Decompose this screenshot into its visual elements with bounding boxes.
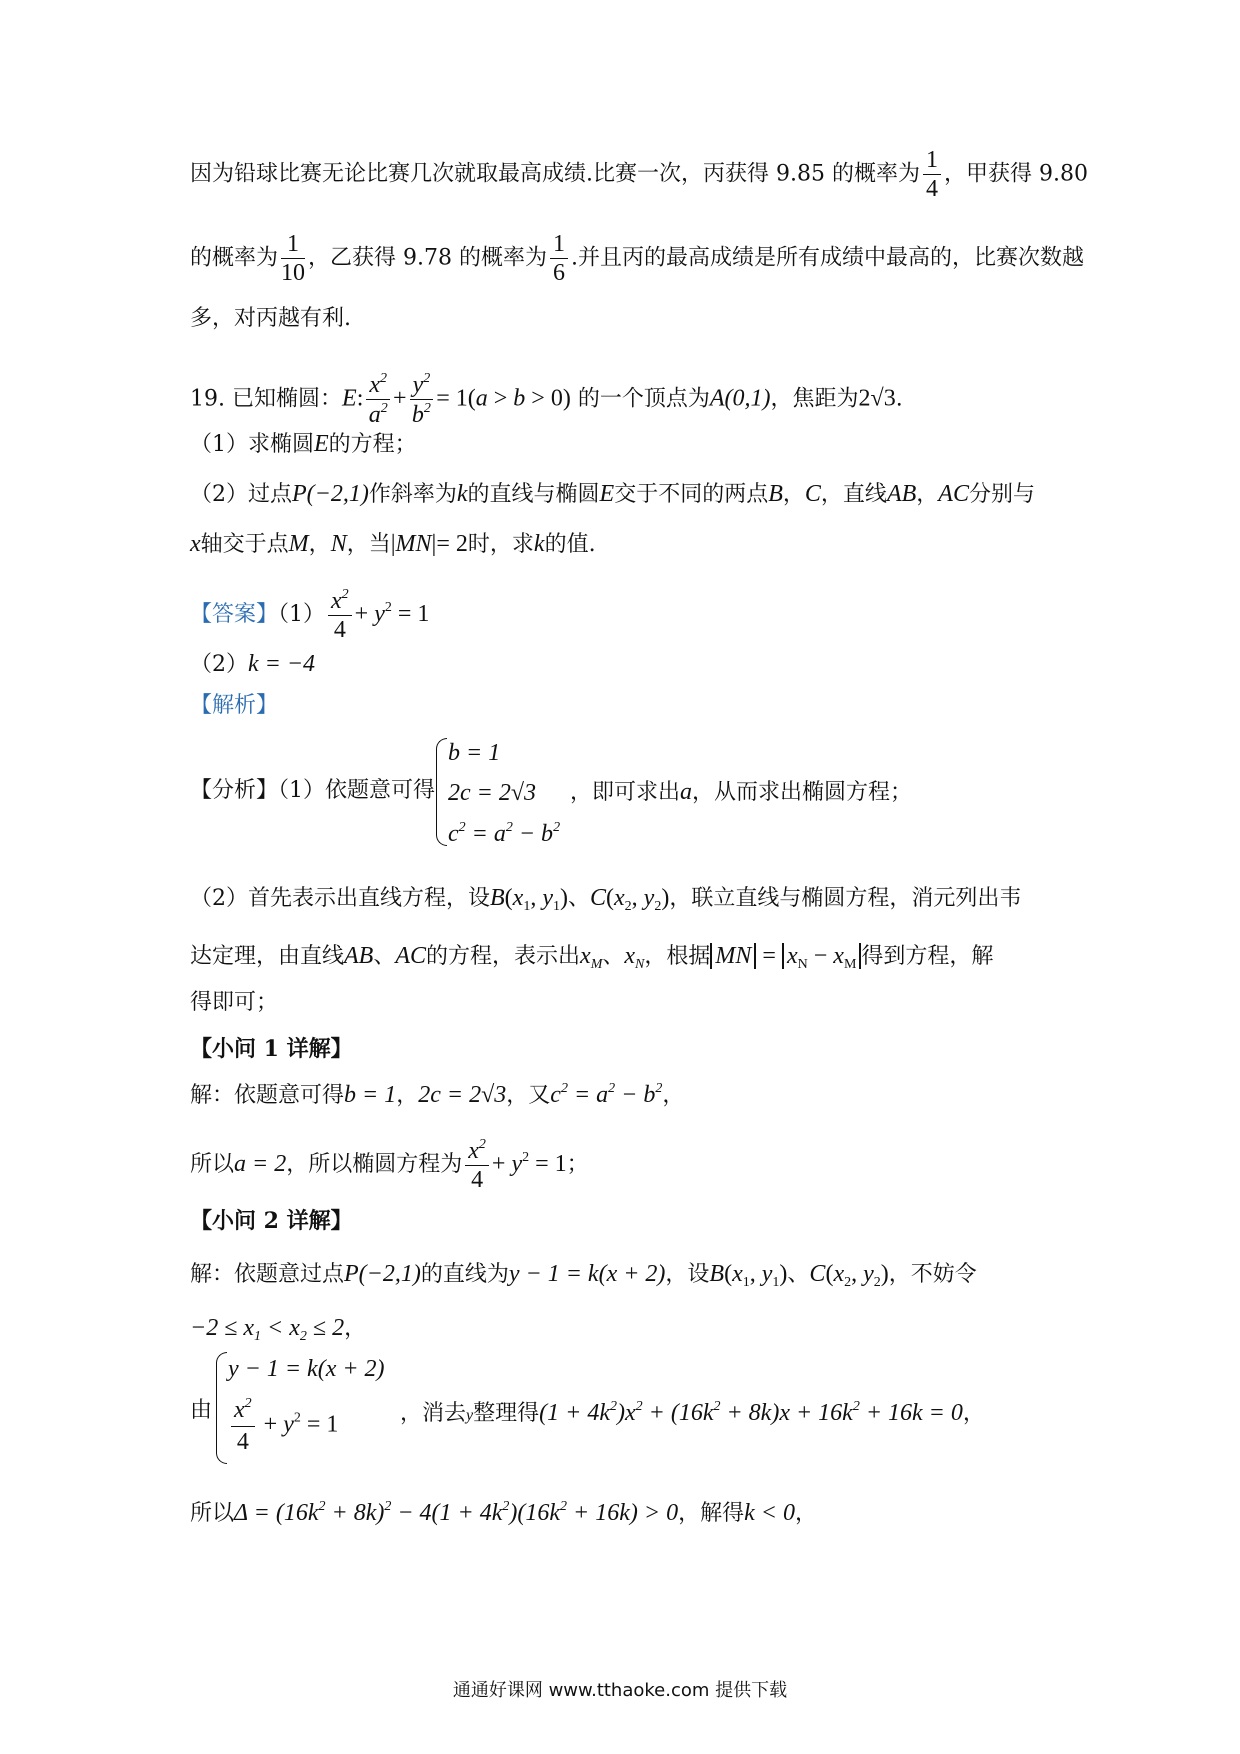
fraction-y2-b2: $\frac{y^2}{b^2}$	[410, 372, 434, 427]
text: 解：依题意过点	[190, 1262, 345, 1287]
text: 的直线为	[420, 1262, 509, 1287]
paragraph-line-2	[190, 232, 1084, 285]
text: ，从而求出椭圆方程；	[692, 780, 913, 805]
sub-question-2-discriminant: 所以$\Delta = (16k^2 + 8k)^2 - 4(1 + 4k^2)(16k^2 + 16k) > 0$，解得k < 0，	[190, 1499, 817, 1526]
text: ，所以椭圆方程为	[286, 1152, 463, 1177]
analysis-part-2-line-2: 达定理，由直线AB、AC的方程，表示出$x_M$、$x_N$，根据 MN = $x_N - x_M$ 得到方程，解	[190, 943, 994, 972]
text: 、	[567, 886, 590, 911]
text: 达定理，由直线	[190, 944, 345, 969]
text: ，	[308, 532, 331, 557]
system-brace	[436, 738, 447, 846]
var: y	[466, 1407, 474, 1424]
question-19-part-2-line-1	[190, 482, 1035, 506]
text: （1）依题意可得	[278, 778, 436, 803]
fraction-x2-4: $\frac{x^2}{4}$	[465, 1138, 489, 1192]
text: 所以	[190, 1152, 235, 1177]
text: ，焦距为	[770, 386, 859, 412]
text: 的直线与椭圆	[467, 482, 600, 507]
answer-part-1: 【答案】（1） $\frac{x^2}{4}$ + $y^2 = 1$	[190, 587, 430, 643]
text: ，	[794, 1501, 817, 1526]
fraction-x2-4: $\frac{x^2}{4}$	[231, 1396, 255, 1456]
text: ，又	[506, 1083, 551, 1108]
sub-question-1-tag: 【小问 1 详解】	[190, 1036, 353, 1062]
text: 轴交于点	[200, 532, 289, 557]
fraction-x2-4: $\frac{x^2}{4}$	[328, 588, 352, 642]
text: ，	[396, 1083, 419, 1108]
fraction-one-sixth: $\frac{1}{6}$	[550, 232, 568, 285]
var: B	[768, 481, 783, 507]
text: ，联立直线与椭圆方程，消元列出韦	[669, 886, 1022, 911]
text: （1）求椭圆	[190, 432, 314, 457]
system-eq-2: 2c = 2√3	[448, 780, 537, 806]
answer-value: k = −4	[248, 651, 316, 677]
line-equation: y − 1 = k(x + 2)	[508, 1261, 666, 1287]
answer-part-2	[190, 652, 315, 676]
text: ，设	[665, 1262, 710, 1287]
fraction-one-tenth: $\frac{1}{10}$	[281, 231, 306, 286]
point-p: P(−2,1)	[344, 1261, 421, 1287]
answer-tag: 【答案】	[190, 602, 279, 627]
text: ，解得	[678, 1501, 745, 1526]
text: ，根据	[644, 944, 711, 969]
text: 、	[787, 1262, 810, 1287]
text: ，直线	[820, 482, 887, 507]
analysis-tag: 【解析】	[190, 693, 279, 718]
text: 的概率为	[190, 245, 279, 271]
sub-question-2-line-1: 解：依题意过点P(−2,1)的直线为y − 1 = k(x + 2)，设$B(x_1$, $y_1$)、$C(x_2$, $y_2$)，不妨令	[190, 1261, 977, 1290]
analysis-part-1-tail	[570, 780, 912, 804]
text: 得到方程，解	[861, 944, 994, 969]
text: 所以	[190, 1501, 235, 1526]
analysis-part-2-line-1: （2）首先表示出直线方程，设$B(x_1$, $y_1$)、$C(x_2$, $y_2$)，联立直线与椭圆方程，消元列出韦	[190, 885, 1022, 914]
analysis-tag: 【分析】	[190, 778, 279, 803]
result: k < 0	[744, 1500, 795, 1526]
paragraph-line-3: 多，对丙越有利.	[190, 306, 351, 331]
analysis-part-1	[190, 780, 435, 802]
text: 整理得	[473, 1401, 540, 1426]
paragraph-line-1	[190, 148, 1088, 201]
sub-question-2-line-2: $-2 \le x_1 < x_2 \le 2$，	[190, 1315, 367, 1344]
footer-watermark: 通通好课网 www.tthaoke.com 提供下载	[452, 1680, 788, 1701]
fraction-one-quarter: $\frac{1}{4}$	[923, 148, 941, 201]
text: ；	[566, 1152, 589, 1177]
text: （1）	[278, 602, 326, 627]
var: 2c = 2√3	[418, 1082, 507, 1108]
var: b = 1	[344, 1082, 397, 1108]
sub-question-1-line-1: 解：依题意可得b = 1，2c = 2√3，又$c^2 = a^2 - b^2$，	[190, 1081, 685, 1108]
text: .并且丙的最高成绩是所有成绩中最高的，比赛次数越	[571, 245, 1084, 271]
text: ，消去	[400, 1401, 467, 1426]
text: = 2	[436, 531, 468, 557]
text: 解：依题意可得	[190, 1083, 345, 1108]
text: .	[895, 386, 903, 412]
text: ，	[782, 482, 805, 507]
sub-question-1-line-2: 所以a = 2，所以椭圆方程为 $\frac{x^2}{4}$ + $y^2 = 1$；	[190, 1137, 589, 1193]
var: k	[456, 481, 468, 507]
var: AC	[938, 481, 969, 507]
text: （2）首先表示出直线方程，设	[190, 886, 490, 911]
var: AC	[395, 943, 427, 969]
text: ，	[916, 482, 939, 507]
text: 、	[373, 944, 396, 969]
text: 已知椭圆：	[232, 386, 343, 412]
point-p: P(−2,1)	[292, 481, 369, 507]
text: 分别与	[968, 482, 1035, 507]
system-eq-1: y − 1 = k(x + 2)	[228, 1356, 385, 1382]
question-19: 19. 已知椭圆：E: $\frac{x^2}{a^2}$ + $\frac{y^2}{b^2}$ = 1(a > b > 0) 的一个顶点为A(0,1)，焦距为2√3.	[190, 371, 903, 428]
system-eq-2: $\frac{x^2}{4}$ + $y^2 = 1$	[228, 1396, 338, 1456]
point-a: A(0,1)	[709, 385, 771, 412]
system-eq-3: $c^2 = a^2 - b^2$	[448, 820, 561, 847]
text: 的方程，表示出	[426, 944, 581, 969]
var: AB	[886, 481, 917, 507]
text: （2）	[190, 652, 248, 677]
sub-question-2-system-label: 由	[190, 1398, 213, 1423]
system-brace	[216, 1352, 227, 1464]
text: ，乙获得 9.78 的概率为	[308, 245, 547, 271]
text: ，即可求出	[570, 780, 681, 805]
analysis-part-2-line-3: 得即可；	[190, 990, 279, 1015]
text: ，不妨令	[888, 1262, 977, 1287]
focal-length: 2√3	[858, 385, 896, 412]
question-19-part-1	[190, 432, 417, 456]
var: MN	[395, 531, 432, 557]
text: 时，求	[467, 532, 534, 557]
text: 的值.	[544, 532, 596, 557]
text: （2）过点	[190, 482, 292, 507]
question-19-part-2-line-2: x轴交于点M，N，当|MN|= 2时，求k的值.	[190, 531, 596, 557]
sub-question-2-system-tail: ，消去y整理得$(1 + 4k^2)x^2 + (16k^2 + 8k)x + 16k^2 + 16k = 0$，	[400, 1399, 985, 1426]
text: ，甲获得 9.80	[943, 161, 1088, 187]
var: AB	[344, 943, 374, 969]
text: 作斜率为	[368, 482, 457, 507]
text: 交于不同的两点	[614, 482, 769, 507]
text: 、	[602, 944, 625, 969]
var: k	[533, 531, 545, 557]
sub-question-2-tag: 【小问 2 详解】	[190, 1208, 353, 1234]
text: 因为铅球比赛无论比赛几次就取最高成绩.比赛一次，丙获得 9.85 的概率为	[190, 161, 920, 187]
system-eq-1: b = 1	[448, 740, 501, 766]
var: E	[314, 431, 329, 457]
var: a = 2	[234, 1151, 287, 1177]
text: ，当	[346, 532, 391, 557]
var: a	[680, 779, 693, 805]
var: M	[288, 531, 309, 557]
var: E	[599, 481, 615, 507]
question-number: 19.	[190, 386, 225, 412]
var: E	[342, 385, 357, 412]
text: 的一个顶点为	[577, 386, 710, 412]
var: x	[190, 531, 201, 557]
text: 的方程；	[328, 432, 417, 457]
text: ，	[662, 1083, 685, 1108]
var: N	[330, 531, 347, 557]
text: ，	[344, 1316, 367, 1341]
fraction-x2-a2: $\frac{x^2}{a^2}$	[366, 372, 390, 427]
var: C	[804, 481, 821, 507]
